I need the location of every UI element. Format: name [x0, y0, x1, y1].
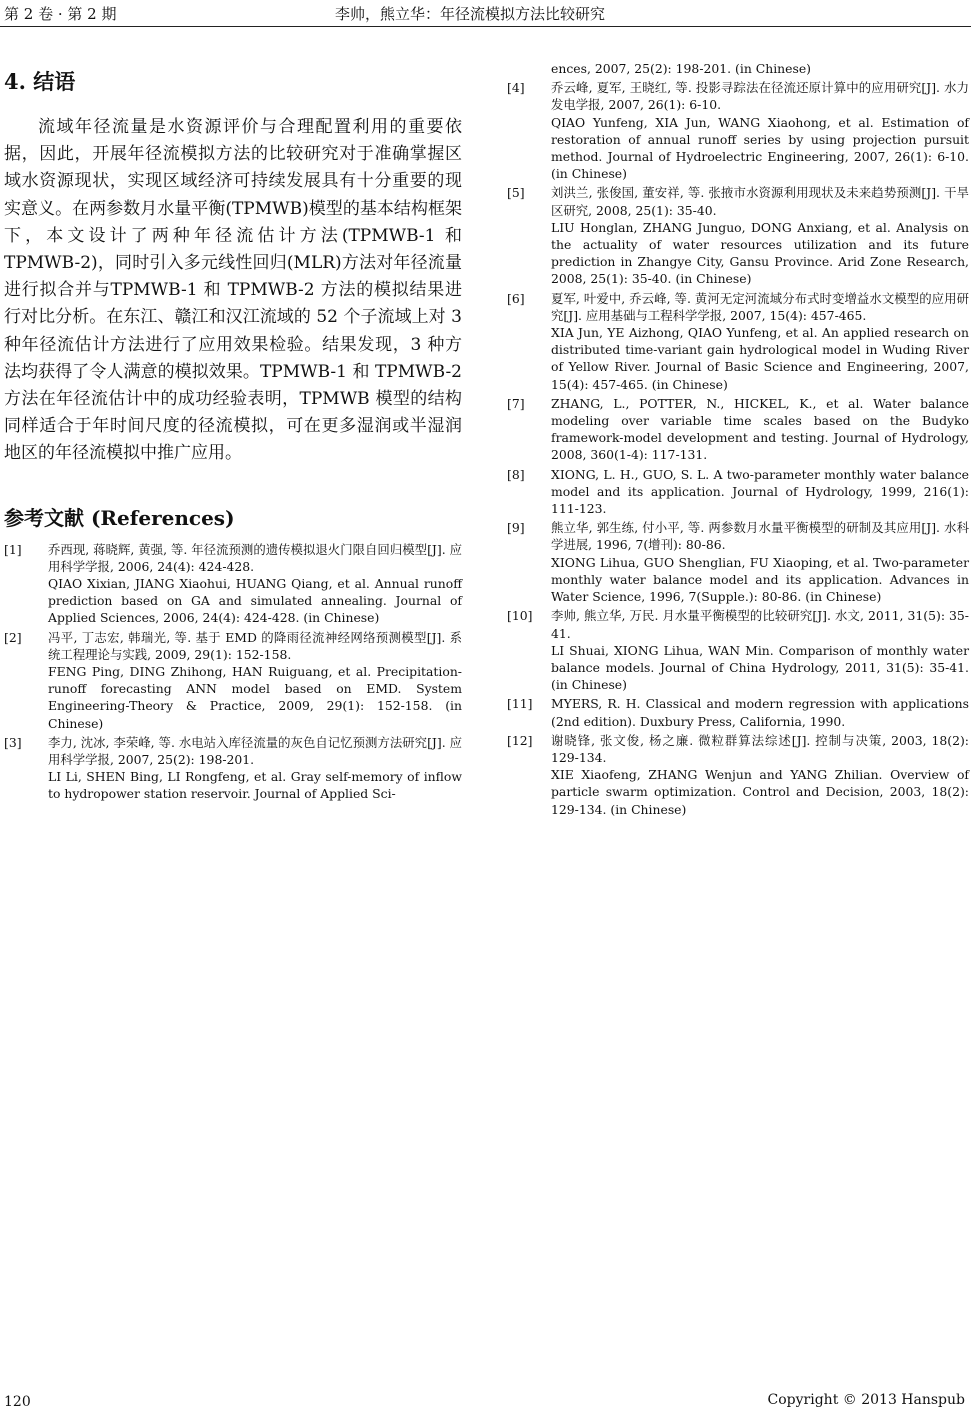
running-title: 李帅，熊立华：年径流模拟方法比较研究	[335, 5, 606, 23]
reference-item: [11] MYERS, R. H. Classical and modern regression with applications (2nd edition). Duxbury Press, California, 1990.	[507, 696, 969, 729]
left-column	[4, 60, 462, 805]
references-heading: 参考文献 (References)	[4, 505, 235, 530]
reference-item: [8] XIONG, L. H., GUO, S. L. A two-parameter monthly water balance model and its application. Journal of Hydrology, 1999, 216(1): 111-123.	[507, 466, 969, 517]
header-rule	[0, 26, 971, 27]
page-header	[0, 0, 971, 26]
reference-item: [5] 刘洪兰, 张俊国, 董安祥, 等. 张掖市水资源利用现状及未来趋势预测[J]. 干旱区研究, 2008, 25(1): 35-40. LIU Honglan, ZHANG Junguo, DONG Anxiang, et al. Analysis on the actuality of water resources utilization and its future prediction in Zhangye City, Gansu Province. Arid Zone Research, 2008, 25(1): 35-40. (in Chinese)	[507, 185, 969, 287]
conclusion-paragraph: 流域年径流量是水资源评价与合理配置利用的重要依据，因此，开展年径流模拟方法的比较研究对于准确掌握区域水资源现状，实现区域经济可持续发展具有十分重要的现实意义。在两参数月水量平衡(TPMWB)模型的基本结构框架下，本文设计了两种年径流估计方法(TPMWB-1 和 TPMWB-2)，同时引入多元线性回归(MLR)方法对年径流量进行拟合并与TPMWB-1 和 TPMWB-2 方法的模拟结果进行对比分析。在东江、赣江和汉江流域的 52 个子流域上对 3 种年径流估计方法进行了应用效果检验。结果发现，3 种方法均获得了令人满意的模拟效果。TPMWB-1 和 TPMWB-2 方法在年径流估计中的成功经验表明，TPMWB 模型的结构同样适合于年时间尺度的径流模拟，可在更多湿润或半湿润地区的年径流模拟中推广应用。	[4, 117, 462, 464]
reference-item: [7] ZHANG, L., POTTER, N., HICKEL, K., et al. Water balance modeling over variable time scales based on the Budyko framework-model development and testing. Journal of Hydrology, 2008, 360(1-4): 117-131.	[507, 395, 969, 463]
reference-item: [4] 乔云峰, 夏军, 王晓红, 等. 投影寻踪法在径流还原计算中的应用研究[J]. 水力发电学报, 2007, 26(1): 6-10. QIAO Yunfeng, XIA Jun, WANG Xiaohong, et al. Estimation of restoration of annual runoff series by using projection pursuit method. Journal of Hydroelectric Engineering, 2007, 26(1): 6-10. (in Chinese)	[507, 80, 969, 182]
reference-item: [2] 冯平, 丁志宏, 韩瑞光, 等. 基于 EMD 的降雨径流神经网络预测模型[J]. 系统工程理论与实践, 2009, 29(1): 152-158. FENG Ping, DING Zhihong, HAN Ruiguang, et al. Precipitation-runoff forecasting ANN model based on EMD. System Engineering-Theory & Practice, 2009, 29(1): 152-158. (in Chinese)	[4, 629, 462, 731]
reference-item: [1] 乔西现, 蒋晓辉, 黄强, 等. 年径流预测的遗传模拟退火门限自回归模型[J]. 应用科学学报, 2006, 24(4): 424-428. QIAO Xixian, JIANG Xiaohui, HUANG Qiang, et al. Annual runoff prediction based on GA and simulated annealing. Journal of Applied Sciences, 2006, 24(4): 424-428. (in Chinese)	[4, 541, 462, 626]
right-column	[507, 60, 969, 820]
page-number: 120	[4, 1394, 31, 1410]
references-list-right	[507, 79, 969, 818]
journal-issue: 第 2 卷 · 第 2 期	[4, 5, 117, 23]
reference-item: [12] 谢晓锋, 张文俊, 杨之廉. 微粒群算法综述[J]. 控制与决策, 2003, 18(2): 129-134. XIE Xiaofeng, ZHANG Wenjun and YANG Zhilian. Overview of particle swarm optimization. Control and Decision, 2003, 18(2): 129-134. (in Chinese)	[507, 732, 969, 817]
reference-item: [6] 夏军, 叶爱中, 乔云峰, 等. 黄河无定河流域分布式时变增益水文模型的应用研究[J]. 应用基础与工程科学学报, 2007, 15(4): 457-465. XIA Jun, YE Aizhong, QIAO Yunfeng, et al. An applied research on distributed time-variant gain hydrological model in Wuding River of Yellow River. Journal of Basic Science and Engineering, 2007, 15(4): 457-465. (in Chinese)	[507, 290, 969, 392]
reference-continuation: ences, 2007, 25(2): 198-201. (in Chinese)	[551, 61, 812, 76]
references-list-left	[4, 541, 462, 803]
reference-item: [9] 熊立华, 郭生练, 付小平, 等. 两参数月水量平衡模型的研制及其应用[J]. 水科学进展, 1996, 7(增刊): 80-86. XIONG Lihua, GUO Shenglian, FU Xiaoping, et al. Two-parameter monthly water balance model and its application. Advances in Water Science, 1996, 7(Supple.): 80-86. (in Chinese)	[507, 520, 969, 605]
reference-item: [3] 李力, 沈冰, 李荣峰, 等. 水电站入库径流量的灰色自记忆预测方法研究[J]. 应用科学学报, 2007, 25(2): 198-201. LI Li, SHEN Bing, LI Rongfeng, et al. Gray self-memory of inflow to hydropower station reservoir. Journal of Applied Sci-	[4, 734, 462, 802]
conclusion-heading: 4. 结语	[4, 69, 76, 94]
copyright: Copyright © 2013 Hanspub	[767, 1392, 965, 1408]
reference-item: [10] 李帅, 熊立华, 万民. 月水量平衡模型的比较研究[J]. 水文, 2011, 31(5): 35-41. LI Shuai, XIONG Lihua, WAN Min. Comparison of monthly water balance models. Journal of China Hydrology, 2011, 31(5): 35-41. (in Chinese)	[507, 608, 969, 693]
